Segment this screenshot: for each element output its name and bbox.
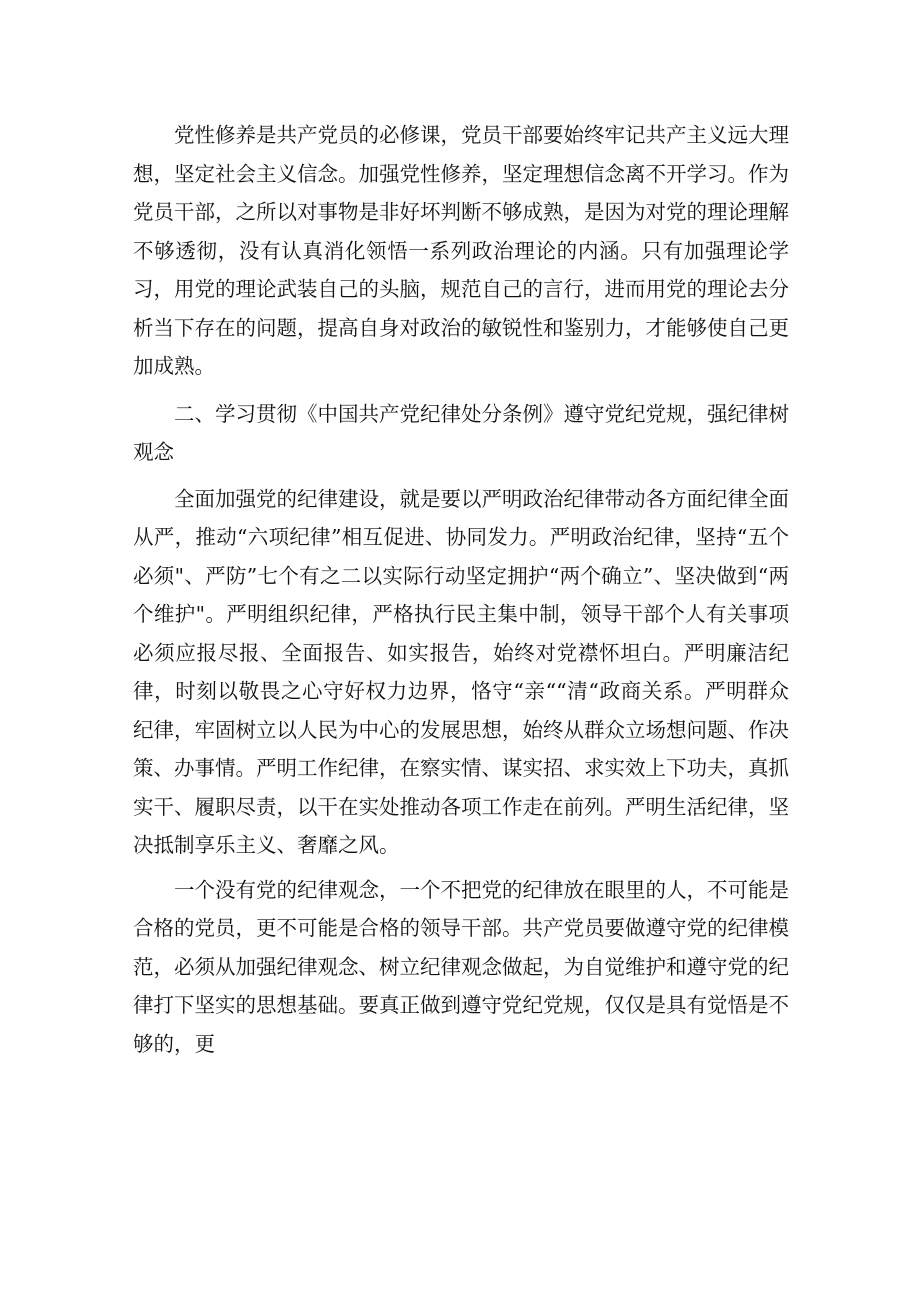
section-heading-discipline: 二、学习贯彻《中国共产党纪律处分条例》遵守党纪党规，强纪律树观念 bbox=[133, 401, 789, 464]
paragraph-six-disciplines: 全面加强党的纪律建设，就是要以严明政治纪律带动各方面纪律全面从严，推动“六项纪律”相互促进、协同发力。严明政治纪律，坚持“五个必须"、严防”七个有之二以实际行动坚定拥护“两个确立”、坚决做到“两个维护"。严明组织纪律，严格执行民主集中制，领导干部个人有关事项必须应报尽报、全面报告、如实报告，始终对党襟怀坦白。严明廉洁纪律，时刻以敬畏之心守好权力边界，恪守“亲““清“政商关系。严明群众纪律，牢固树立以人民为中心的发展思想，始终从群众立场想问题、作决策、办事情。严明工作纪律，在察实情、谋实招、求实效上下功夫，真抓实干、履职尽责，以干在实处推动各项工作走在前列。严明生活纪律，坚决抵制享乐主义、奢靡之风。 bbox=[133, 486, 789, 857]
paragraph-discipline-awareness: 一个没有党的纪律观念，一个不把党的纪律放在眼里的人，不可能是合格的党员，更不可能是合格的领导干部。共产党员要做遵守党的纪律模范，必须从加强纪律观念、树立纪律观念做起，为自觉维护和遵守党的纪律打下坚实的思想基础。要真正做到遵守党纪党规，仅仅是具有觉悟是不够的，更 bbox=[133, 877, 789, 1056]
document-page bbox=[133, 116, 789, 1063]
paragraph-party-cultivation: 党性修养是共产党员的必修课，党员干部要始终牢记共产主义远大理想，坚定社会主义信念。加强党性修养，坚定理想信念离不开学习。作为党员干部，之所以对事物是非好坏判断不够成熟，是因为对党的理论理解不够透彻，没有认真消化领悟一系列政治理论的内涵。只有加强理论学习，用党的理论武装自己的头脑，规范自己的言行，进而用党的理论去分析当下存在的问题，提高自身对政治的敏锐性和鉴别力，才能够使自己更加成熟。 bbox=[133, 123, 789, 378]
